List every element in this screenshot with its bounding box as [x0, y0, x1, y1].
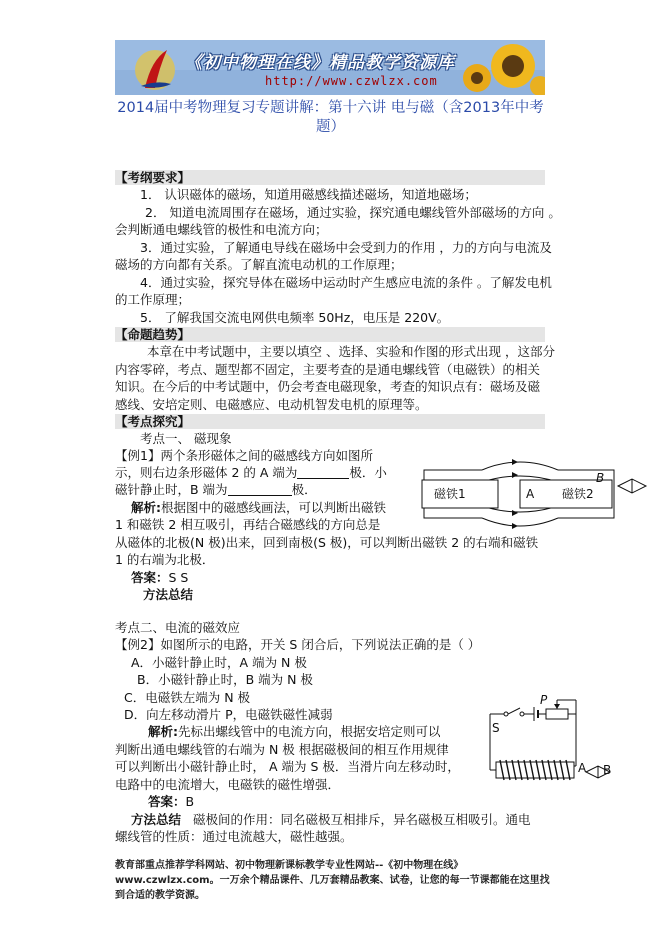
example-2-method-line: 螺线管的性质：通过电流越大，磁性越强。 — [115, 829, 353, 844]
example-1-method-summary: 方法总结 — [143, 587, 194, 602]
syllabus-line: 4．通过实验，探究导体在磁场中运动时产生感应电流的条件 。了解发电机 — [140, 275, 552, 290]
example-1-line: 【例1】两个条形磁体之间的磁感线方向如图所 — [115, 448, 373, 463]
trend-line: 本章在中考试题中，主要以填空 、选择、实验和作图的形式出现 ，这部分 — [147, 344, 555, 359]
compass-needle-icon — [618, 479, 646, 493]
needle-end-a: A — [578, 761, 587, 775]
logo-icon — [135, 50, 175, 90]
example-1-analysis: 解析:根据图中的磁感线画法，可以判断出磁铁 — [131, 500, 387, 515]
example-1-analysis: 从磁体的北极(N 极)出来，回到南极(S 极)，可以判断出磁铁 2 的右端和磁铁 — [115, 535, 539, 550]
magnet-2-end-a: A — [526, 487, 535, 501]
example-2-analysis: 电路中的电流增大，电磁铁的磁性增强． — [115, 777, 341, 792]
magnet-1-label: 磁铁1 — [434, 487, 466, 501]
section-label-trend: 【命题趋势】 — [115, 327, 545, 342]
trend-line: 感线、安培定则、电磁感应、电动机智发电机的原理等。 — [115, 397, 428, 412]
example-2-question: 【例2】如图所示的电路，开关 S 闭合后，下列说法正确的是（ ） — [115, 637, 481, 652]
example-2-analysis: 可以判断出小磁针静止时， A 端为 S 极．当滑片向左移动时， — [115, 759, 460, 774]
answer-blank — [297, 466, 349, 479]
syllabus-line: 会判断通电螺线管的极性和电流方向； — [115, 222, 328, 237]
banner-title: 《初中物理在线》精品教学资源库 — [185, 53, 455, 73]
slider-p-label: P — [540, 693, 548, 707]
syllabus-line: 磁场的方向都有关系。了解直流电动机的工作原理； — [115, 257, 403, 272]
syllabus-line: 5． 了解我国交流电网供电频率 50Hz，电压是 220V。 — [140, 310, 450, 325]
example-1-analysis: 1 的右端为北极． — [115, 552, 215, 567]
answer-blank — [228, 483, 292, 496]
needle-end-b: B — [596, 471, 605, 485]
example-2-option-b: B．小磁针静止时，B 端为 N 极 — [137, 672, 313, 687]
example-2-option-a: A．小磁针静止时，A 端为 N 极 — [131, 655, 307, 670]
header-banner — [115, 40, 545, 95]
page-footer: 教育部重点推荐学科网站、初中物理新课标教学专业性网站--《初中物理在线》www.czwlzx.com。一万余个精品课件、几万套精品教案、试卷，让您的每一节课都能在这里找到合适的教学资源。 — [115, 860, 550, 901]
figure-bar-magnets — [420, 456, 650, 532]
example-1-analysis: 1 和磁铁 2 相互吸引，再结合磁感线的方向总是 — [115, 517, 381, 532]
example-1-line: 示，则右边条形磁体 2 的 A 端为 极．小 — [115, 465, 387, 480]
switch-s-label: S — [492, 721, 500, 735]
example-2-method-summary: 方法总结 磁极间的作用：同名磁极互相排斥，异名磁极互相吸引。通电 — [131, 812, 531, 827]
syllabus-line: 2． 知道电流周围存在磁场，通过实验，探究通电螺线管外部磁场的方向 。 — [145, 205, 561, 220]
electromagnet-coil — [496, 760, 576, 780]
document-title-line-2: 题） — [316, 119, 345, 135]
point-two-heading: 考点二、电流的磁效应 — [115, 620, 241, 635]
figure-electromagnet-circuit — [476, 692, 626, 792]
example-2-option-c: C．电磁铁左端为 N 极 — [124, 690, 251, 705]
example-1-line: 磁针静止时，B 端为 极． — [115, 482, 317, 497]
point-one-heading: 考点一、 磁现象 — [140, 431, 232, 446]
section-label-syllabus: 【考纲要求】 — [115, 170, 545, 185]
syllabus-line: 1． 认识磁体的磁场，知道用磁感线描述磁场，知道地磁场； — [140, 187, 477, 202]
example-1-answer: 答案：S S — [131, 570, 189, 585]
example-2-analysis: 解析:先标出螺线管中的电流方向，根据安培定则可以 — [148, 724, 441, 739]
document-title-line-1: 2014届中考物理复习专题讲解：第十六讲 电与磁（含2013年中考 — [117, 100, 544, 116]
example-2-option-d: D．向左移动滑片 P，电磁铁磁性减弱 — [124, 707, 333, 722]
trend-line: 内容零碎，考点、题型都不固定，主要考查的是通电螺线管（电磁铁）的相关 — [115, 362, 541, 377]
example-2-analysis: 判断出通电螺线管的右端为 N 极 根据磁极间的相互作用规律 — [115, 742, 449, 757]
syllabus-line: 3．通过实验，了解通电导线在磁场中会受到力的作用 ，力的方向与电流及 — [140, 240, 552, 255]
trend-line: 知识。在今后的中考试题中，仍会考查电磁现象，考查的知识点有：磁场及磁 — [115, 379, 541, 394]
magnet-2-label: 磁铁2 — [562, 487, 594, 501]
needle-end-b: B — [603, 763, 612, 777]
syllabus-line: 的工作原理； — [115, 292, 191, 307]
example-2-answer: 答案：B — [148, 794, 195, 809]
section-label-exploration: 【考点探究】 — [115, 414, 545, 429]
banner-url[interactable]: http://www.czwlzx.com — [265, 74, 438, 88]
